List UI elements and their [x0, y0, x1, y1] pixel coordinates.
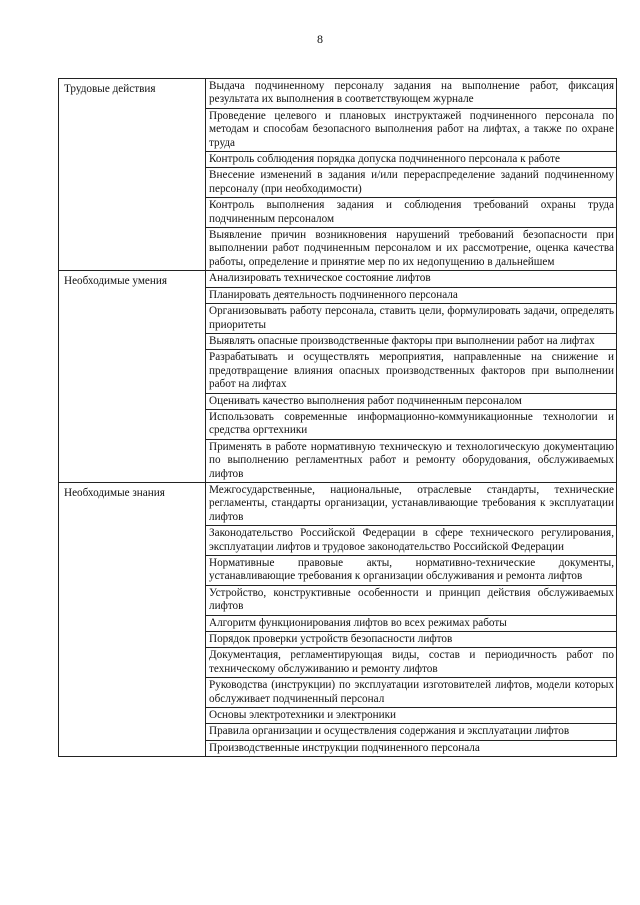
- skill-item: Использовать современные информационно-коммуникационные технологии и средства оргтехники: [206, 409, 617, 439]
- labor-action-item: Контроль соблюдения порядка допуска подчиненного персонала к работе: [206, 152, 617, 168]
- skill-item: Анализировать техническое состояние лифтов: [206, 271, 617, 287]
- section-title-labor-actions: Трудовые действия: [59, 79, 206, 271]
- labor-action-item: Проведение целевого и плановых инструктажей подчиненного персонала по методам и способам безопасного выполнения работ на лифтах, а также по охране труда: [206, 108, 617, 151]
- labor-action-item: Контроль выполнения задания и соблюдения требований охраны труда подчиненным персоналом: [206, 198, 617, 228]
- knowledge-item: Производственные инструкции подчиненного персонала: [206, 740, 617, 756]
- knowledge-item: Основы электротехники и электроники: [206, 708, 617, 724]
- knowledge-item: Законодательство Российской Федерации в сфере технического регулирования, эксплуатации лифтов и трудовое законодательство Российской Федерации: [206, 526, 617, 556]
- knowledge-item: Порядок проверки устройств безопасности лифтов: [206, 632, 617, 648]
- section-title-required-knowledge: Необходимые знания: [59, 482, 206, 756]
- labor-action-item: Выдача подчиненному персоналу задания на выполнение работ, фиксация результата их выполнения в соответствующем журнале: [206, 79, 617, 109]
- skill-item: Применять в работе нормативную техническую и технологическую документацию по выполнению регламентных работ и ремонту оборудования, обслуживаемых лифтов: [206, 439, 617, 482]
- skill-item: Разрабатывать и осуществлять мероприятия, направленные на снижение и предотвращение влияния опасных производственных факторов при выполнении работ на лифтах: [206, 350, 617, 393]
- knowledge-item: Алгоритм функционирования лифтов во всех режимах работы: [206, 615, 617, 631]
- section-title-required-skills: Необходимые умения: [59, 271, 206, 483]
- page-number: 8: [317, 32, 323, 46]
- skill-item: Организовывать работу персонала, ставить цели, формулировать задачи, определять приоритеты: [206, 304, 617, 334]
- skill-item: Оценивать качество выполнения работ подчиненным персоналом: [206, 393, 617, 409]
- table-row: [59, 79, 617, 109]
- labor-action-item: Выявление причин возникновения нарушений требований безопасности при выполнении работ подчиненным персоналом и их рассмотрение, оценка качества работы, определение и принятие мер по их недопущению в дальнейшем: [206, 228, 617, 271]
- knowledge-item: Руководства (инструкции) по эксплуатации изготовителей лифтов, модели которых обслуживает подчиненный персонал: [206, 678, 617, 708]
- knowledge-item: Устройство, конструктивные особенности и принцип действия обслуживаемых лифтов: [206, 585, 617, 615]
- knowledge-item: Правила организации и осуществления содержания и эксплуатации лифтов: [206, 724, 617, 740]
- competency-table: [58, 78, 617, 757]
- knowledge-item: Нормативные правовые акты, нормативно-технические документы, устанавливающие требования к организации обслуживания и ремонта лифтов: [206, 556, 617, 586]
- labor-action-item: Внесение изменений в задания и/или перераспределение заданий подчиненному персоналу (при необходимости): [206, 168, 617, 198]
- knowledge-item: Межгосударственные, национальные, отраслевые стандарты, технические регламенты, стандарты организации, устанавливающие требования к эксплуатации лифтов: [206, 482, 617, 525]
- table-row: [59, 271, 617, 287]
- table-row: [59, 482, 617, 525]
- skill-item: Планировать деятельность подчиненного персонала: [206, 287, 617, 303]
- knowledge-item: Документация, регламентирующая виды, состав и периодичность работ по техническому обслуживанию и ремонту лифтов: [206, 648, 617, 678]
- skill-item: Выявлять опасные производственные факторы при выполнении работ на лифтах: [206, 333, 617, 349]
